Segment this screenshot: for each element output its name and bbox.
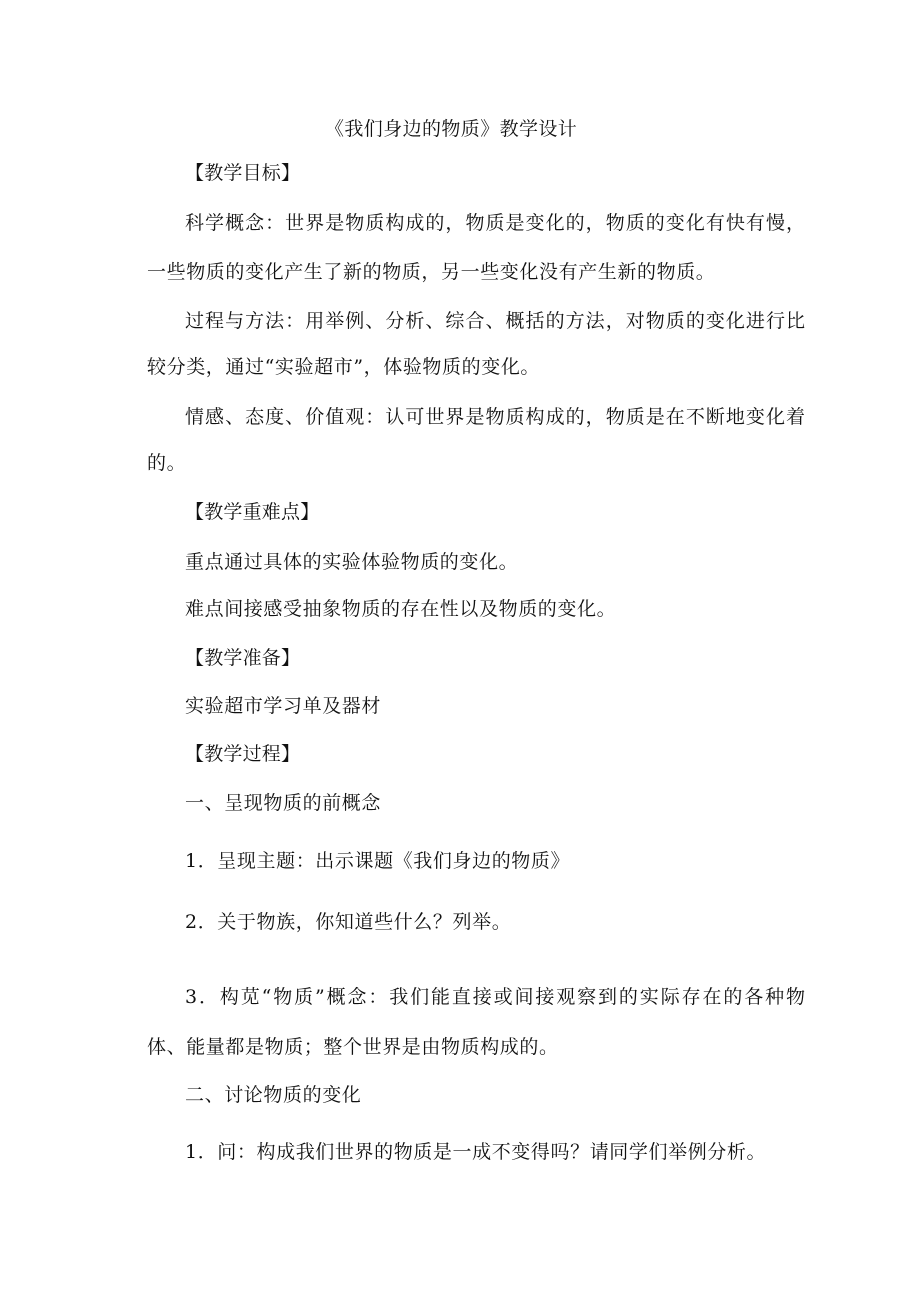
part2-item1: 1．问：构成我们世界的物质是一成不变得吗？请同学们举例分析。 (185, 1141, 767, 1163)
preparation-text: 实验超市学习单及器材 (185, 695, 382, 717)
part2-title: 二、讨论物质的变化 (185, 1084, 362, 1106)
part1-title: 一、呈现物质的前概念 (185, 792, 382, 814)
preparation-heading: 【教学准备】 (185, 647, 301, 669)
process-line-1: 过程与方法：用举例、分析、综合、概括的方法，对物质的变化进行比 (185, 310, 805, 332)
difficult-point-text: 难点间接感受抽象物质的存在性以及物质的变化。 (185, 598, 617, 620)
concept-line-1: 科学概念：世界是物质构成的，物质是变化的，物质的变化有快有慢， (185, 212, 805, 234)
concept-line-2: 一些物质的变化产生了新的物质，另一些变化没有产生新的物质。 (147, 261, 716, 283)
part1-item3-line1: 3．构苋“物质”概念：我们能直接或间接观察到的实际存在的各种物 (185, 986, 805, 1008)
part1-item1: 1．呈现主题：出示课题《我们身边的物质》 (185, 850, 571, 872)
part1-item2: 2．关于物族，你知道些什么？列举。 (185, 911, 512, 933)
document-title: 《我们身边的物质》教学设计 (325, 118, 578, 140)
process-heading: 【教学过程】 (185, 743, 301, 765)
process-line-2: 较分类，通过“实验超市”，体验物质的变化。 (147, 356, 541, 378)
objectives-heading: 【教学目标】 (185, 162, 301, 184)
emotion-line-1: 情感、态度、价值观：认可世界是物质构成的，物质是在不断地变化着 (185, 406, 805, 428)
key-point-text: 重点通过具体的实验体验物质的变化。 (185, 551, 519, 573)
part1-item3-line2: 体、能量都是物质；整个世界是由物质构成的。 (147, 1036, 559, 1058)
key-points-heading: 【教学重难点】 (185, 501, 320, 523)
emotion-line-2: 的。 (147, 452, 187, 474)
